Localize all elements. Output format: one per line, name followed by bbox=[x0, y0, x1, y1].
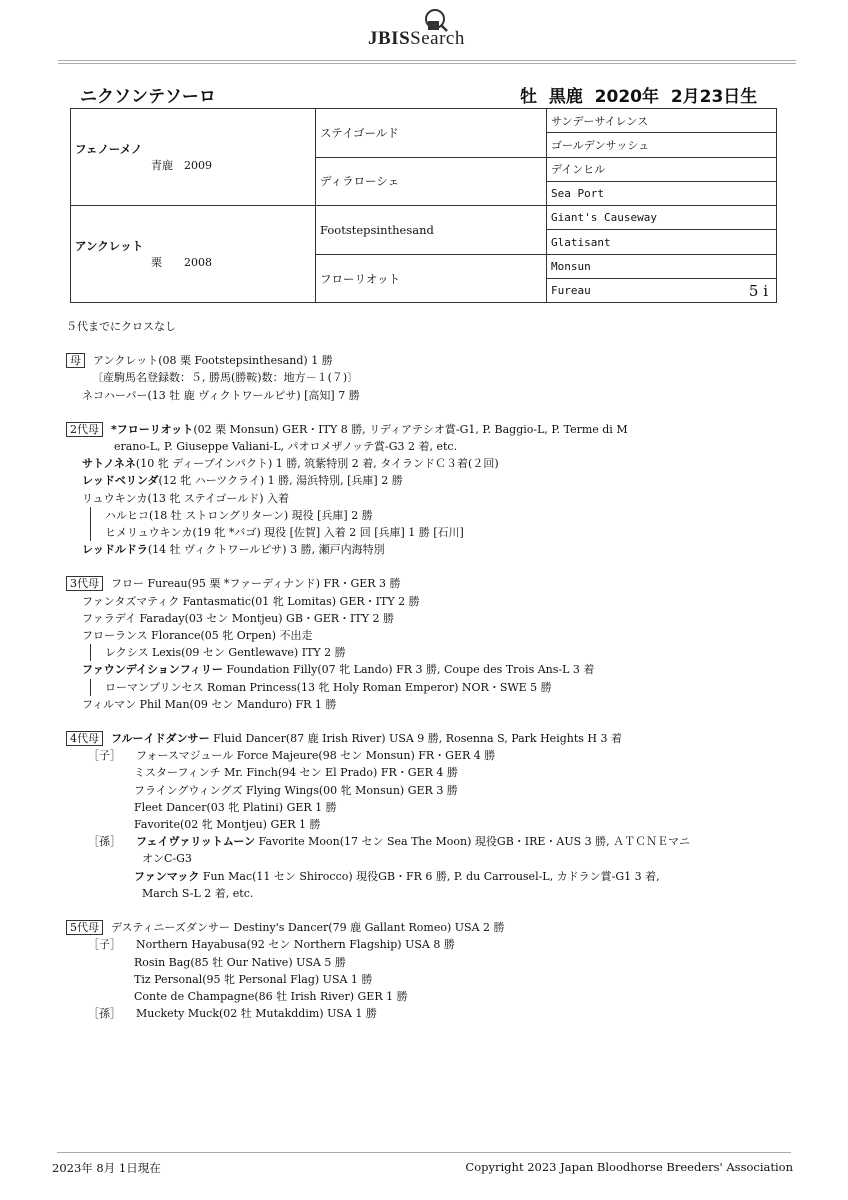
g3-subfoal: ローマンプリンセス Roman Princess(13 牝 Holy Roman Emperor) NOR・SWE 5 勝 bbox=[105, 680, 552, 694]
header bbox=[0, 0, 848, 66]
g2-line: 2代母 *フローリオット(02 栗 Monsun) GER・ITY 8 勝, リディアテシオ賞-G1, P. Baggio-L, P. Terme di M bbox=[66, 421, 786, 438]
pedigree-g3: デインヒル bbox=[547, 157, 777, 181]
g4-grandchild-cont: オンC-G3 bbox=[142, 852, 192, 866]
pedigree-g3: ゴールデンサッシュ bbox=[547, 133, 777, 157]
dam-line: 母 アンクレット(08 栗 Footstepsinthesand) 1 勝 bbox=[66, 352, 786, 369]
g2-foal: レッドベリンダ(12 牝 ハーツクライ) 1 勝, 湯浜特別, [兵庫] 2 勝 bbox=[82, 474, 403, 488]
dam-info: 栗 2008 bbox=[151, 256, 212, 270]
g2-cont: erano-L, P. Giuseppe Valiani-L, パオロメザノッテ賞-G3 2 着, etc. bbox=[114, 440, 458, 454]
section-tag-g5: 5代母 bbox=[66, 920, 103, 935]
g5-line: 5代母 デスティニーズダンサー Destiny's Dancer(79 鹿 Gallant Romeo) USA 2 勝 bbox=[66, 919, 786, 936]
pedigree-g3: サンデーサイレンス bbox=[547, 109, 777, 133]
logo-search: Search bbox=[410, 28, 465, 49]
section-tag-g2: 2代母 bbox=[66, 422, 103, 437]
cross-note: ５代までにクロスなし bbox=[66, 320, 176, 333]
g5-child: ［子］ Northern Hayabusa(92 セン Northern Flagship) USA 8 勝 bbox=[88, 938, 455, 952]
dam-name: アンクレット bbox=[75, 239, 144, 254]
section-tag-g4: 4代母 bbox=[66, 731, 103, 746]
g2-subfoal: ヒメリュウキンカ(19 牝 *バゴ) 現役 [佐賀] 入着 2 回 [兵庫] 1 勝 [石川] bbox=[105, 526, 464, 540]
inbreed-mark: 5 i bbox=[748, 282, 768, 301]
dam-foal: ネコハーバー(13 牡 鹿 ヴィクトワールピサ) [高知] 7 勝 bbox=[82, 388, 360, 402]
logo[interactable] bbox=[368, 28, 465, 50]
header-divider bbox=[58, 60, 796, 64]
g4-grandchild-cont: March S-L 2 着, etc. bbox=[142, 886, 254, 900]
pedigree-g2: Footstepsinthesand bbox=[316, 206, 547, 255]
g5-child: Tiz Personal(95 牝 Personal Flag) USA 1 勝 bbox=[134, 972, 373, 986]
pedigree-g2: ステイゴールド bbox=[316, 109, 547, 158]
pedigree-sire bbox=[71, 109, 316, 206]
g4-child: Favorite(02 牝 Montjeu) GER 1 勝 bbox=[134, 818, 321, 832]
g2-foal: リュウキンカ(13 牝 ステイゴールド) 入着 bbox=[82, 491, 289, 505]
g4-grandchild: ［孫］ フェイヴァリットムーン Favorite Moon(17 セン Sea The Moon) 現役GB・IRE・AUS 3 勝, ＡＴＣＮＥマニ bbox=[88, 835, 691, 849]
footer-divider bbox=[57, 1152, 791, 1153]
g3-line: 3代母 フロー Fureau(95 栗 *ファーディナンド) FR・GER 3 勝 bbox=[66, 575, 786, 592]
pedigree-g3-label: Fureau bbox=[551, 284, 591, 298]
g3-foal: ファウンデイションフィリー Foundation Filly(07 牝 Lando) FR 3 勝, Coupe des Trois Ans-L 3 着 bbox=[82, 663, 595, 677]
g2-subfoal: ハルヒコ(18 牡 ストロングリターン) 現役 [兵庫] 2 勝 bbox=[105, 508, 373, 522]
g2-foal: サトノネネ(10 牝 ディープインパクト) 1 勝, 筑紫特別 2 着, タイランドＣ３着(２回) bbox=[82, 457, 499, 471]
g2-subfoals bbox=[90, 507, 786, 541]
family-notes bbox=[66, 318, 786, 1022]
g2-foal: レッドルドラ(14 牡 ヴィクトワールピサ) 3 勝, 瀬戸内海特別 bbox=[82, 543, 385, 557]
pedigree-g3 bbox=[547, 279, 777, 303]
g5-child: Conte de Champagne(86 牡 Irish River) GER 1 勝 bbox=[134, 989, 408, 1003]
footer-copyright: Copyright 2023 Japan Bloodhorse Breeders' Association bbox=[465, 1160, 793, 1174]
sire-name: フェノーメノ bbox=[75, 142, 143, 157]
g3-foal: ファラデイ Faraday(03 セン Montjeu) GB・GER・ITY 2 勝 bbox=[82, 611, 394, 625]
pedigree-dam bbox=[71, 206, 316, 303]
footer-date: 2023年 8月 1日現在 bbox=[52, 1161, 161, 1175]
logo-jbis: JBIS bbox=[368, 28, 411, 49]
pedigree-g3: Monsun bbox=[547, 254, 777, 278]
g3-subfoals bbox=[90, 679, 786, 696]
pedigree-g2: フローリオット bbox=[316, 254, 547, 303]
pedigree-g3: Glatisant bbox=[547, 230, 777, 254]
g4-child: フライングウィングズ Flying Wings(00 牝 Monsun) GER 3 勝 bbox=[134, 783, 458, 797]
g4-line: 4代母 フルーイドダンサー Fluid Dancer(87 鹿 Irish River) USA 9 勝, Rosenna S, Park Heights H 3 着 bbox=[66, 730, 786, 747]
g3-foal: フローランス Florance(05 牝 Orpen) 不出走 bbox=[82, 629, 313, 643]
g3-foal: ファンタズマティク Fantasmatic(01 牝 Lomitas) GER・ITY 2 勝 bbox=[82, 594, 420, 608]
dam-summary: 〔産駒馬名登録数：５, 勝馬(勝鞍)数：地方－１(７)〕 bbox=[92, 371, 359, 385]
g3-foal: フィルマン Phil Man(09 セン Manduro) FR 1 勝 bbox=[82, 697, 337, 711]
section-tag-dam: 母 bbox=[66, 353, 85, 368]
pedigree-table bbox=[70, 108, 777, 303]
g4-child: ミスターフィンチ Mr. Finch(94 セン El Prado) FR・GER 4 勝 bbox=[134, 766, 458, 780]
pedigree-g3: Giant's Causeway bbox=[547, 206, 777, 230]
pedigree-g3: Sea Port bbox=[547, 181, 777, 205]
g4-child: ［子］ フォースマジュール Force Majeure(98 セン Monsun) FR・GER 4 勝 bbox=[88, 749, 496, 763]
pedigree-g2: ディラローシェ bbox=[316, 157, 547, 206]
g4-child: Fleet Dancer(03 牝 Platini) GER 1 勝 bbox=[134, 800, 337, 814]
g5-child: Rosin Bag(85 牡 Our Native) USA 5 勝 bbox=[134, 955, 346, 969]
g3-subfoals bbox=[90, 644, 786, 661]
horse-info: 牡 黒鹿 2020年 2月23日生 bbox=[520, 87, 758, 107]
sire-info: 青鹿 2009 bbox=[151, 159, 212, 173]
horse-name: ニクソンテソーロ bbox=[80, 87, 216, 107]
g5-grandchild: ［孫］ Muckety Muck(02 牡 Mutakddim) USA 1 勝 bbox=[88, 1007, 377, 1021]
g4-grandchild: ファンマック Fun Mac(11 セン Shirocco) 現役GB・FR 6 勝, P. du Carrousel-L, カドラン賞-G1 3 着, bbox=[134, 869, 660, 883]
section-tag-g3: 3代母 bbox=[66, 576, 103, 591]
g3-subfoal: レクシス Lexis(09 セン Gentlewave) ITY 2 勝 bbox=[105, 646, 346, 660]
